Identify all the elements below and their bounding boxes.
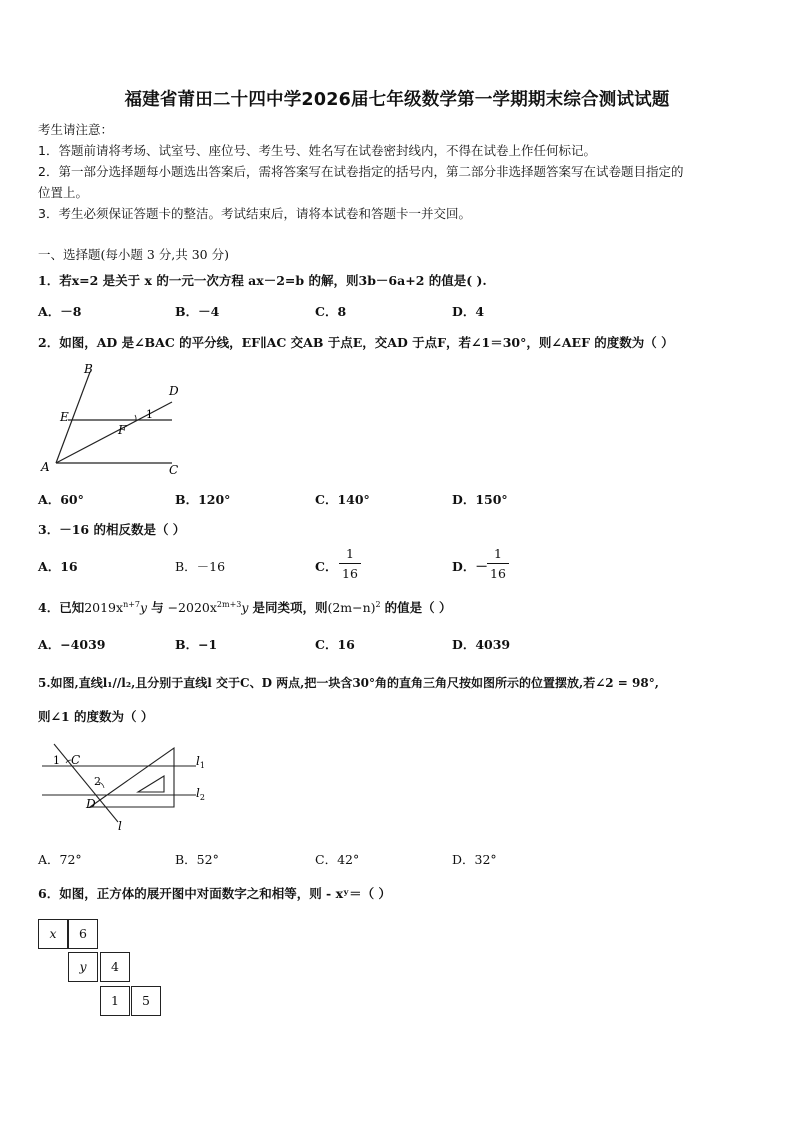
label-d: D bbox=[86, 797, 96, 811]
label-l2-subscript: 2 bbox=[199, 793, 205, 802]
q4-paren: (2m−n) bbox=[327, 600, 376, 615]
question-3-option-a: A．16 bbox=[38, 559, 78, 574]
question-4-option-a: A．−4039 bbox=[38, 637, 106, 652]
label-l: l bbox=[118, 819, 122, 833]
question-2-figure bbox=[38, 358, 198, 480]
fraction-numerator: 1 bbox=[346, 546, 354, 561]
page-title: 福建省莆田二十四中学2026届七年级数学第一学期期末综合测试试题 bbox=[124, 90, 670, 110]
question-5-option-a: A．72° bbox=[38, 852, 82, 867]
notice-item-1: 1．答题前请将考场、试室号、座位号、考生号、姓名写在试卷密封线内，不得在试卷上作任何标记。 bbox=[38, 143, 596, 158]
question-2-option-d: D．150° bbox=[452, 492, 508, 507]
net-cell-4: 4 bbox=[100, 952, 130, 982]
label-b: B bbox=[84, 362, 93, 376]
question-2-option-c: C．140° bbox=[315, 492, 370, 507]
notice-heading: 考生请注意： bbox=[38, 122, 114, 137]
question-5-option-b: B．52° bbox=[175, 852, 219, 867]
fraction-numerator: 1 bbox=[494, 546, 502, 561]
fraction-denominator: 16 bbox=[490, 566, 506, 581]
question-2-option-a: A．60° bbox=[38, 492, 84, 507]
question-1-option-b: B．－4 bbox=[175, 304, 220, 319]
question-2-stem: 2．如图，AD 是∠BAC 的平分线，EF∥AC 交AB 于点E，交AD 于点F，若∠1＝30°，则∠AEF 的度数为（ ） bbox=[38, 335, 674, 350]
label-angle-1: 1 bbox=[53, 754, 60, 767]
label-a: A bbox=[41, 460, 50, 474]
angle-1-arc bbox=[135, 415, 136, 420]
q4-exponent-3: 2 bbox=[375, 599, 381, 609]
question-3-option-b: B．－16 bbox=[175, 559, 226, 574]
q4-tail: 是同类项，则 bbox=[252, 600, 328, 615]
question-4-option-d: D．4039 bbox=[452, 637, 511, 652]
label-c: C bbox=[71, 753, 81, 767]
notice-item-3: 3．考生必须保证答题卡的整洁。考试结束后，请将本试卷和答题卡一并交回。 bbox=[38, 206, 471, 221]
q4-mid: 与 bbox=[151, 600, 164, 615]
q4-stem-start: 4．已知 bbox=[38, 600, 85, 615]
triangle-ruler-inner bbox=[138, 776, 164, 792]
label-l2-letter: l bbox=[196, 786, 200, 800]
question-4-option-b: B．−1 bbox=[175, 637, 218, 652]
question-3-option-c: C． bbox=[315, 559, 338, 574]
q4-term-2: −2020x bbox=[167, 600, 217, 615]
question-6-stem: 6．如图，正方体的展开图中对面数字之和相等，则 - xʸ＝（ ） bbox=[38, 886, 391, 901]
label-d: D bbox=[169, 384, 179, 398]
net-cell-x: x bbox=[38, 919, 68, 949]
label-c: C bbox=[169, 463, 179, 477]
net-cell-5: 5 bbox=[131, 986, 161, 1016]
q4-exponent-1: n+7 bbox=[123, 599, 141, 609]
net-cell-6: 6 bbox=[68, 919, 98, 949]
label-l1-subscript: 1 bbox=[199, 761, 205, 770]
question-3-stem: 3．－16 的相反数是（ ） bbox=[38, 522, 186, 537]
q4-end: 的值是（ ） bbox=[384, 600, 452, 615]
question-1-option-c: C．8 bbox=[315, 304, 347, 319]
net-cell-y: y bbox=[68, 952, 98, 982]
section-heading: 一、选择题(每小题 3 分,共 30 分) bbox=[38, 247, 229, 262]
question-5-figure bbox=[38, 740, 218, 835]
label-f: F bbox=[118, 423, 127, 437]
question-5-stem-continued: 则∠1 的度数为（ ） bbox=[38, 709, 154, 724]
question-5-stem: 5.如图,直线l₁//l₂,且分别于直线l 交于C、D 两点,把一块含30°角的直角三角尺按如图所示的位置摆放,若∠2 = 98°, bbox=[38, 676, 659, 690]
line-ad bbox=[56, 402, 172, 463]
q4-exponent-2: 2m+3 bbox=[216, 599, 242, 609]
question-1-stem: 1．若x=2 是关于 x 的一元一次方程 ax－2=b 的解，则3b－6a+2 的值是( ). bbox=[38, 273, 487, 288]
label-angle-2: 2 bbox=[94, 775, 101, 788]
question-4-stem bbox=[38, 598, 451, 616]
question-3-option-c-fraction bbox=[339, 546, 361, 581]
notice-item-2-continued: 位置上。 bbox=[38, 185, 89, 200]
question-5-option-c: C．42° bbox=[315, 852, 360, 867]
q4-y-2: y bbox=[241, 600, 249, 615]
fraction-bar bbox=[339, 563, 361, 564]
fraction-denominator: 16 bbox=[342, 566, 358, 581]
label-l1 bbox=[196, 754, 205, 770]
question-4-option-c: C．16 bbox=[315, 637, 355, 652]
question-5-option-d: D．32° bbox=[452, 852, 497, 867]
question-3-option-d-fraction bbox=[487, 546, 509, 581]
fraction-bar bbox=[487, 563, 509, 564]
question-3-option-d: D．－ bbox=[452, 559, 488, 574]
question-1-option-d: D．4 bbox=[452, 304, 485, 319]
q4-term-1: 2019x bbox=[84, 600, 124, 615]
net-cell-1: 1 bbox=[100, 986, 130, 1016]
q4-y-1: y bbox=[140, 600, 148, 615]
question-2-option-b: B．120° bbox=[175, 492, 231, 507]
notice-item-2: 2．第一部分选择题每小题选出答案后，需将答案写在试卷指定的括号内，第二部分非选择题答案写在试卷题目指定的 bbox=[38, 164, 684, 179]
label-e: E bbox=[60, 410, 69, 424]
label-l2 bbox=[196, 786, 205, 802]
label-l1-letter: l bbox=[196, 754, 200, 768]
question-1-option-a: A．－8 bbox=[38, 304, 82, 319]
label-angle-1: 1 bbox=[146, 408, 153, 421]
